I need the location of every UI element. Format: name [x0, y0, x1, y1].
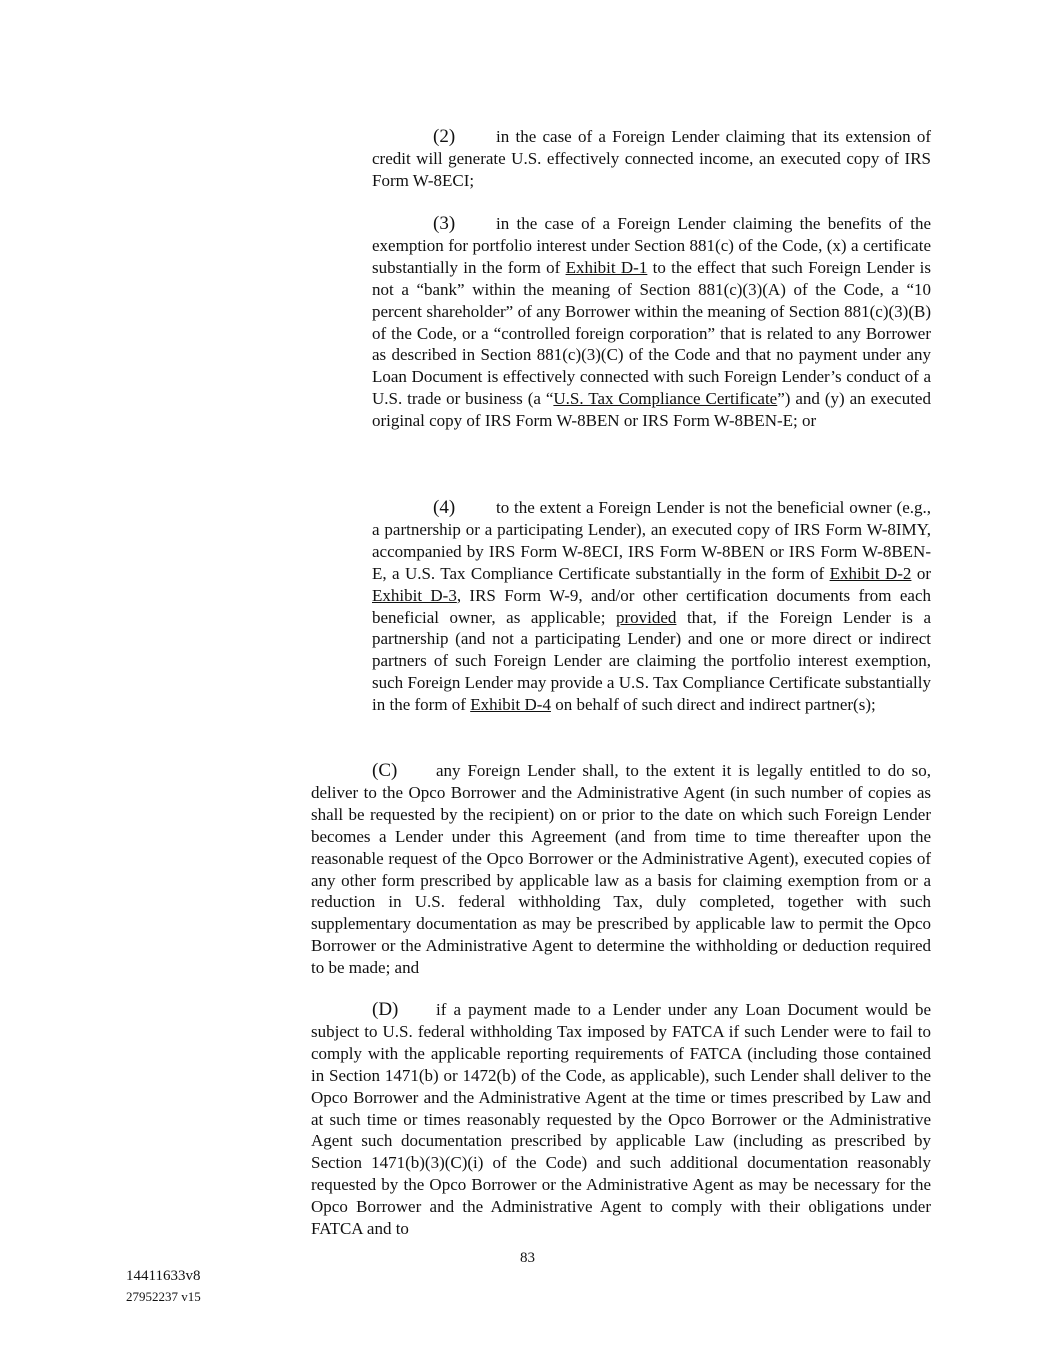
paragraph-text: or [911, 563, 931, 583]
proviso-term: provided [615, 607, 677, 627]
paragraph-number: (4) [433, 497, 456, 518]
paragraph-number: (2) [433, 126, 456, 147]
paragraph-c [311, 760, 931, 979]
paragraph-text: if a payment made to a Lender under any Loan Document would be subject to U.S. federal withholding Tax imposed by FATCA if such Lender were to fail to comply with the applicable reporting requirements of FATCA (including those contained in Section 1471(b) or 1472(b) of the Code, as applicable), such Lender shall deliver to the Opco Borrower and the Administrative Agent at the time or times prescribed by Law and at such time or times reasonably requested by the Opco Borrower or the Administrative Agent such documentation prescribed by applicable Law (including as prescribed by Section 1471(b)(3)(C)(i) of the Code) and such additional documentation reasonably requested by the Opco Borrower or the Administrative Agent as may be necessary for the Opco Borrower and the Administrative Agent to comply with their obligations under FATCA and to [311, 1000, 931, 1239]
paragraph-text: to the extent a Foreign Lender is not the beneficial owner (e.g., a partnership or a participating Lender), an executed copy of IRS Form W-8IMY, accompanied by IRS Form W-8ECI, IRS Form W-8BEN or IRS Form W-8BEN-E, a U.S. Tax Compliance Certificate substantially in the form of [372, 498, 931, 583]
paragraph-text: , IRS Form W-9, and/or other certification documents from each beneficial owner, as applicable; [372, 585, 931, 627]
exhibit-reference: Exhibit D-1 [565, 257, 648, 277]
document-id-secondary: 27952237 v15 [126, 1289, 201, 1304]
paragraph-3 [372, 213, 931, 432]
paragraph-text: any Foreign Lender shall, to the extent it is legally entitled to do so, deliver to the Opco Borrower and the Administrative Agent (in such number of copies as shall be requested by the recipient) on or prior to the date on which such Foreign Lender becomes a Lender under this Agreement (and from time to time thereafter upon the reasonable request of the Opco Borrower or the Administrative Agent), executed copies of any other form prescribed by applicable law as a basis for claiming exemption from or a reduction in U.S. federal withholding Tax, duly completed, together with such supplementary documentation as may be prescribed by applicable law to permit the Opco Borrower or the Administrative Agent to determine the withholding or deduction required to be made; and [311, 761, 931, 978]
paragraph-4 [372, 497, 931, 716]
paragraph-text: to the effect that such Foreign Lender is not a “bank” within the meaning of Section 881(c)(3)(A) of the Code, a “10 percent shareholder” of any Borrower within the meaning of Section 881(c)(3)(B) of the Code, or a “controlled foreign corporation” that is related to any Borrower as described in Section 881(c)(3)(C) of the Code and that no payment under any Loan Document is effectively connected with such Foreign Lender’s conduct of a U.S. trade or business (a “ [372, 257, 931, 409]
exhibit-reference: Exhibit D-2 [829, 563, 912, 583]
exhibit-reference: Exhibit D-3 [372, 585, 457, 605]
paragraph-number: (3) [433, 213, 456, 234]
paragraph-text: ”) and (y) an executed original copy of IRS Form W-8BEN or IRS Form W-8BEN-E; or [372, 389, 931, 431]
defined-term: U.S. Tax Compliance Certificate [553, 389, 778, 409]
paragraph-d [311, 999, 931, 1240]
document-id: 14411633v8 [126, 1268, 201, 1284]
paragraph-text: on behalf of such direct and indirect partner(s); [550, 695, 876, 715]
paragraph-text: in the case of a Foreign Lender claiming the benefits of the exemption for portfolio interest under Section 881(c) of the Code, (x) a certificate substantially in the form of [372, 214, 931, 277]
paragraph-text: in the case of a Foreign Lender claiming that its extension of credit will generate U.S. effectively connected income, an executed copy of IRS Form W-8ECI; [372, 127, 931, 190]
paragraph-2 [372, 126, 931, 192]
exhibit-reference: Exhibit D-4 [470, 695, 551, 715]
paragraph-text: that, if the Foreign Lender is a partnership (and not a participating Lender) and one or more direct or indirect partners of such Foreign Lender are claiming the portfolio interest exemption, such Foreign Lender may provide a U.S. Tax Compliance Certificate substantially in the form of [372, 607, 931, 715]
paragraph-number: (C) [372, 760, 398, 781]
page-number: 83 [520, 1250, 535, 1266]
paragraph-number: (D) [372, 999, 399, 1020]
